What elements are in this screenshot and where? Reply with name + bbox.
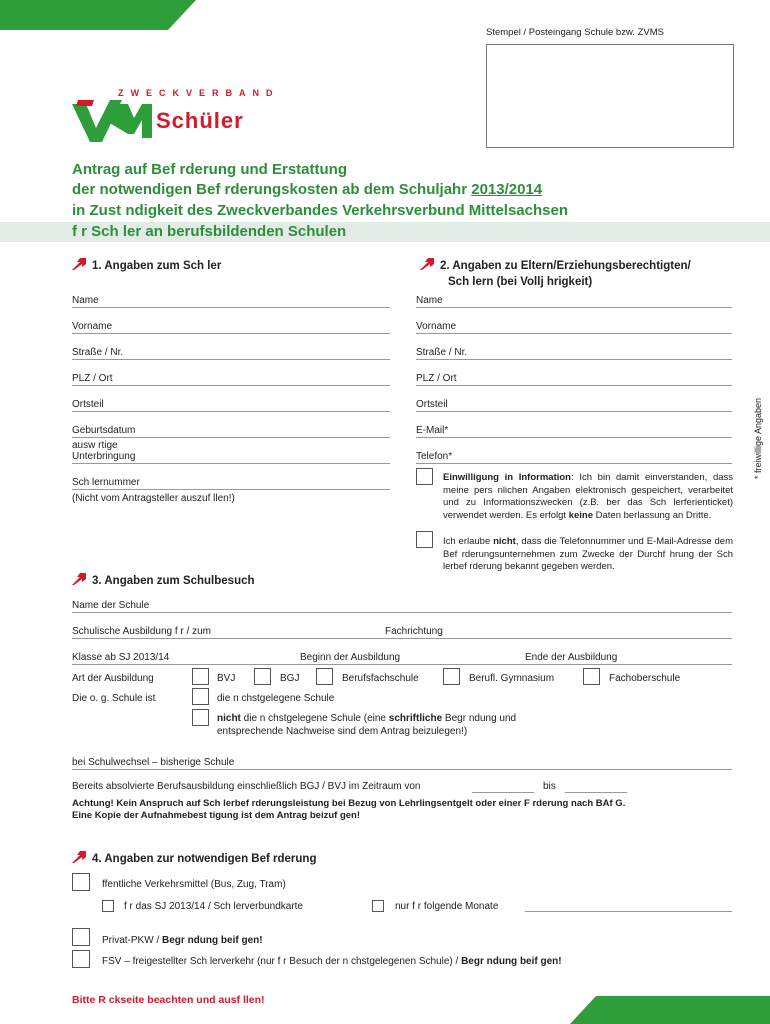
- schule-ist-label: Die o. g. Schule ist: [72, 693, 156, 704]
- section-2-heading-text-1: 2. Angaben zu Eltern/Erziehungsberechtigten/: [440, 260, 691, 272]
- section-3-heading: [72, 573, 255, 587]
- s2-field-input[interactable]: [416, 411, 732, 412]
- consent-1-rest: : Ich bin damit einverstanden, dass meine pers nlichen Angaben elektronisch gespeichert, verarbeitet und zu Informationszwecken (z.B. ber das Sch lerferienticket) verwendet werden. Es erfolgt: [443, 472, 734, 521]
- s2-field-input[interactable]: [416, 333, 732, 334]
- schulwechsel-label: bei Schulwechsel – bisherige Schule: [72, 757, 235, 768]
- s1-field-input[interactable]: [72, 411, 390, 412]
- s2-field-input[interactable]: [416, 463, 732, 464]
- pkw-bold: Begr ndung beif gen!: [162, 935, 263, 946]
- arrow-icon: [420, 258, 434, 270]
- name-der-schule-field[interactable]: [72, 612, 732, 613]
- s1-field-input[interactable]: [72, 437, 390, 438]
- s1-field-input[interactable]: [72, 307, 390, 308]
- stamp-label: Stempel / Posteingang Schule bzw. ZVMS: [486, 27, 664, 38]
- s2-field-label: Straße / Nr.: [416, 347, 468, 358]
- consent-2-text: [443, 536, 733, 574]
- section-4-heading-text: 4. Angaben zur notwendigen Bef rderung: [92, 853, 317, 865]
- s2-field-label: Vorname: [416, 321, 457, 332]
- pkw-pre: Privat-PKW /: [102, 935, 163, 946]
- auswaertige-field[interactable]: [72, 463, 390, 464]
- consent-1-checkbox[interactable]: [416, 468, 433, 485]
- art-label: Art der Ausbildung: [72, 673, 154, 684]
- bgj-checkbox[interactable]: [254, 668, 271, 685]
- arrow-icon: [72, 851, 86, 863]
- s2-field-input[interactable]: [416, 307, 732, 308]
- s1-field-label: Vorname: [72, 321, 113, 332]
- corner-decoration-top: [0, 0, 200, 32]
- fachoberschule-checkbox[interactable]: [583, 668, 600, 685]
- section-4-heading: [72, 851, 316, 865]
- title-line-2-text: der notwendigen Bef rderungskosten ab dem Schuljahr: [72, 181, 472, 198]
- beginn-label: Beginn der Ausbildung: [300, 652, 401, 663]
- s2-field-input[interactable]: [416, 437, 732, 438]
- consent-1-end: Daten berlassung an Dritte.: [595, 509, 712, 521]
- pkw-checkbox[interactable]: [72, 928, 90, 946]
- nicht-bold: nicht: [217, 713, 241, 724]
- s2-field-input[interactable]: [416, 385, 732, 386]
- ausbildung-field[interactable]: [72, 638, 732, 639]
- name-der-schule-label: Name der Schule: [72, 600, 150, 611]
- berufsfachschule-checkbox[interactable]: [316, 668, 333, 685]
- klasse-label: Klasse ab SJ 2013/14: [72, 652, 170, 663]
- bis-label: bis: [543, 781, 556, 792]
- freiwillige-angaben-note: * freiwillige Angaben: [753, 397, 763, 479]
- monate-field[interactable]: [525, 911, 732, 912]
- consent-1-text: [443, 472, 733, 522]
- consent-1-bold: Einwilligung in Information: [443, 472, 571, 483]
- title-line-2: [72, 181, 542, 198]
- logo: [72, 88, 292, 148]
- s2-field-label: PLZ / Ort: [416, 373, 457, 384]
- stamp-box: [486, 44, 734, 148]
- bgj-label: BGJ: [280, 673, 300, 684]
- bvj-checkbox[interactable]: [192, 668, 209, 685]
- achtung-line-1: Achtung! Kein Anspruch auf Sch lerbef rderungsleistung bei Bezug von Lehrlingsentgelt oder einer F rderung nach BAf G.: [72, 798, 626, 809]
- s2-field-label: Ortsteil: [416, 399, 448, 410]
- fachoberschule-label: Fachoberschule: [609, 673, 681, 684]
- gymnasium-label: Berufl. Gymnasium: [469, 673, 555, 684]
- consent-2-rest: , dass die Telefonnummer und E-Mail-Adresse dem Bef rderungsunternehmen zum Zwecke der Durchf hrung der Sch lerbef rderung bekannt gegeben werden.: [443, 536, 733, 572]
- fsv-pre: FSV – freigestellter Sch lerverkehr (nur f r Besuch der n chstgelegenen Schule) /: [102, 956, 462, 967]
- pkw-label: [102, 935, 263, 946]
- monate-label: nur f r folgende Monate: [395, 901, 499, 912]
- auswaertige-label-1: ausw rtige: [72, 440, 118, 451]
- ausbildung-label: Schulische Ausbildung f r / zum: [72, 626, 211, 637]
- nicht-rest: die n chstgelegene Schule (eine: [240, 713, 389, 724]
- nicht-naechstgelegene-checkbox[interactable]: [192, 709, 209, 726]
- s2-field-label: Name: [416, 295, 443, 306]
- s1-field-label: Straße / Nr.: [72, 347, 124, 358]
- sjkarte-checkbox[interactable]: [102, 900, 114, 912]
- fsv-checkbox[interactable]: [72, 950, 90, 968]
- fsv-label: [102, 956, 562, 967]
- gymnasium-checkbox[interactable]: [443, 668, 460, 685]
- logo-top-text: ZWECKVERBAND: [118, 88, 280, 98]
- s1-field-input[interactable]: [72, 359, 390, 360]
- arrow-icon: [72, 573, 86, 585]
- s2-field-label: E-Mail*: [416, 425, 449, 436]
- berufsfachschule-label: Berufsfachschule: [342, 673, 419, 684]
- achtung-line-2: Eine Kopie der Aufnahmebest tigung ist dem Antrag beizuf gen!: [72, 810, 361, 821]
- s1-field-label: PLZ / Ort: [72, 373, 113, 384]
- schuelernummer-note: (Nicht vom Antragsteller auszuf llen!): [72, 493, 235, 504]
- s2-field-label: Telefon*: [416, 451, 453, 462]
- oepnv-label: ffentliche Verkehrsmittel (Bus, Zug, Tram): [102, 879, 286, 890]
- title-line-1: Antrag auf Bef rderung und Erstattung: [72, 161, 347, 178]
- footer-note: Bitte R ckseite beachten und ausf llen!: [72, 994, 265, 1006]
- title-line-3: in Zust ndigkeit des Zweckverbandes Verkehrsverbund Mittelsachsen: [72, 202, 568, 219]
- absolviert-label: Bereits absolvierte Berufsausbildung einschließlich BGJ / BVJ im Zeitraum von: [72, 781, 421, 792]
- naechstgelegene-checkbox[interactable]: [192, 688, 209, 705]
- fsv-bold: Begr ndung beif gen!: [461, 956, 562, 967]
- s1-field-label: Geburtsdatum: [72, 425, 136, 436]
- schriftliche-bold: schriftliche: [388, 713, 443, 724]
- s2-field-input[interactable]: [416, 359, 732, 360]
- schulwechsel-field[interactable]: [72, 769, 732, 770]
- sjkarte-label: f r das SJ 2013/14 / Sch lerverbundkarte: [124, 901, 303, 912]
- nicht-naechstgelegene-text: [217, 713, 567, 738]
- corner-decoration-bottom: [570, 996, 770, 1024]
- oepnv-checkbox[interactable]: [72, 873, 90, 891]
- s1-field-input[interactable]: [72, 385, 390, 386]
- ende-label: Ende der Ausbildung: [525, 652, 618, 663]
- consent-2-bold: nicht: [493, 536, 516, 547]
- monate-checkbox[interactable]: [372, 900, 384, 912]
- klasse-field[interactable]: [72, 664, 732, 665]
- section-3-heading-text: 3. Angaben zum Schulbesuch: [92, 575, 255, 587]
- schuelernummer-label: Sch lernummer: [72, 477, 140, 488]
- bvj-label: BVJ: [217, 673, 236, 684]
- section-2-heading: [420, 258, 691, 290]
- section-1-heading-text: 1. Angaben zum Sch ler: [92, 260, 222, 272]
- title-line-4: f r Sch ler an berufsbildenden Schulen: [72, 223, 347, 240]
- fachrichtung-label: Fachrichtung: [385, 626, 443, 637]
- consent-2-checkbox[interactable]: [416, 531, 433, 548]
- schuelernummer-field[interactable]: [72, 489, 390, 490]
- naechstgelegene-label: die n chstgelegene Schule: [217, 693, 335, 704]
- absolviert-bis-field[interactable]: [565, 792, 627, 793]
- arrow-icon: [72, 258, 86, 270]
- auswaertige-label-2: Unterbringung: [72, 451, 136, 462]
- s1-field-label: Name: [72, 295, 99, 306]
- absolviert-von-field[interactable]: [472, 792, 534, 793]
- logo-word: Schüler: [156, 108, 244, 133]
- consent-1-bold-2: keine: [568, 509, 593, 521]
- nicht-rest-2: Begr ndung und entsprechende Nachweise sind dem Antrag beizulegen!): [217, 713, 517, 737]
- title-year: 2013/2014: [471, 181, 543, 198]
- s1-field-label: Ortsteil: [72, 399, 104, 410]
- section-1-heading: [72, 258, 221, 272]
- s1-field-input[interactable]: [72, 333, 390, 334]
- section-2-heading-text-2: Sch lern (bei Vollj hrigkeit): [448, 276, 593, 288]
- consent-2-pre: Ich erlaube: [443, 536, 491, 547]
